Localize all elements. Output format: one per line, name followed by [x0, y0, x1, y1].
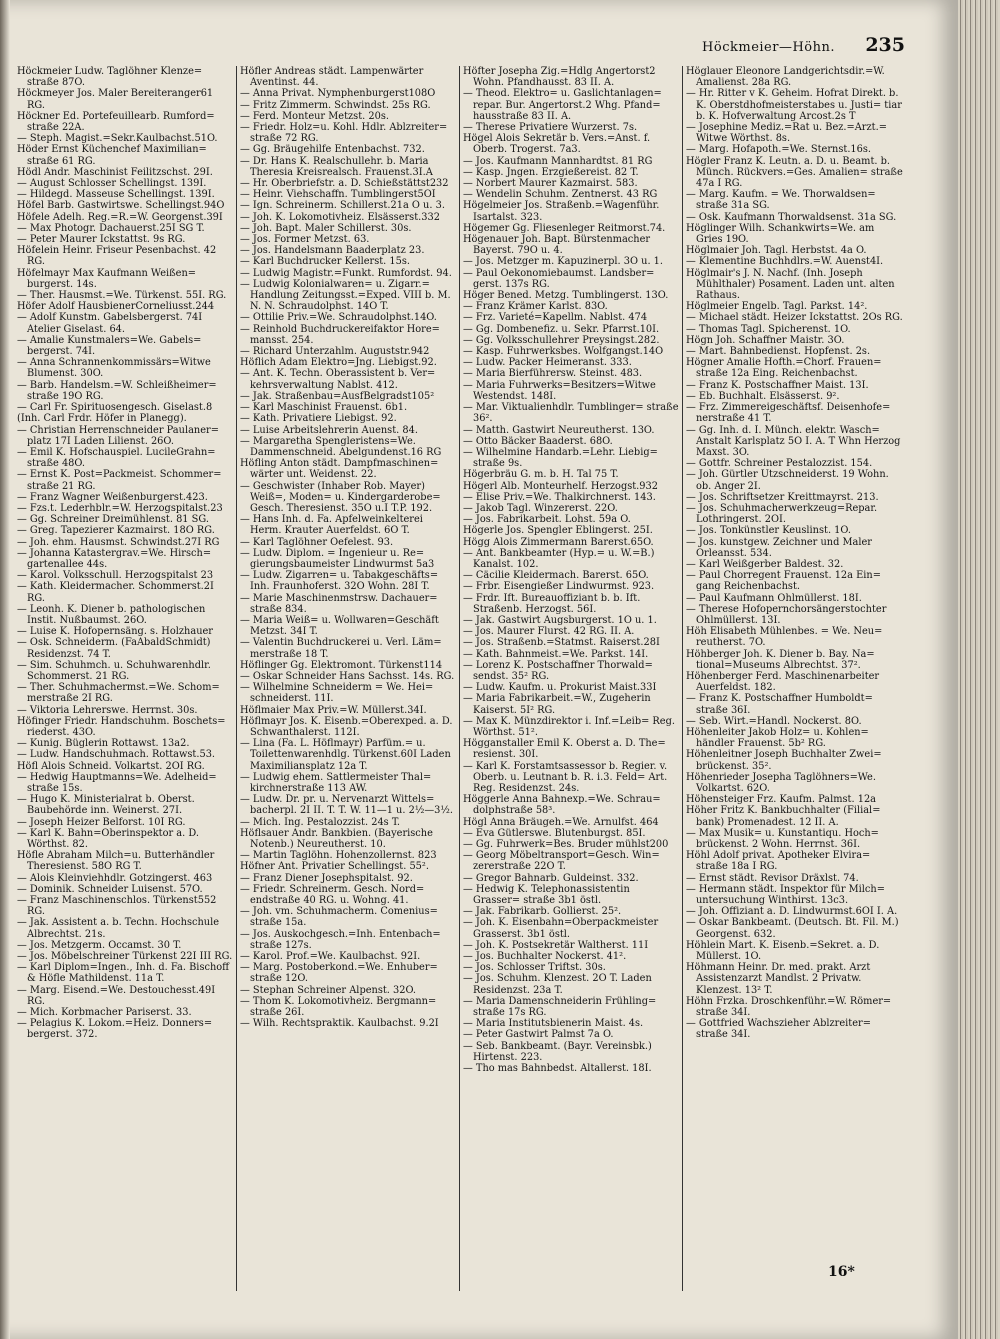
directory-entry: — Lorenz K. Postschaffner Thorwald= sendst. 35² RG.: [463, 659, 653, 682]
directory-entry: — Gottfried Wachszieher Ablzreiter= straße 34I.: [686, 1018, 871, 1041]
directory-entry: — Osk. Schneiderm. (FaAbaldSchmidt) Residenzst. 74 T.: [17, 637, 211, 660]
directory-entry: — Margaretha Spengleristens=We. Dammenschneid. Abelgundenst.16 RG: [240, 435, 442, 458]
directory-entry: — Amalie Kunstmalers=We. Gabels= bergerst. 74I.: [17, 334, 202, 358]
page-number: 235: [865, 34, 905, 56]
directory-entry: — Matth. Gastwirt Neureutherst. 13O.: [463, 424, 655, 436]
directory-columns: [14, 66, 907, 1291]
directory-entry: — Karol. Prof.=We. Kaulbachst. 92I.: [240, 951, 421, 963]
directory-entry: — Karl K. Forstamtsassessor b. Regier. v. Oberb. u. Leutnant b. R. i.3. Feld= Art. Reg. Residenzst. 24s.: [463, 760, 668, 794]
directory-entry: Högler Franz K. Leutn. a. D. u. Beamt. b. Münch. Rückvers.=Ges. Amalien= straße 47a I RG.: [686, 155, 903, 190]
directory-entry: — Valentin Buchdruckerei u. Verl. Läm= merstraße 18 T.: [240, 637, 442, 660]
directory-entry: Högerle Jos. Spengler Eblingerst. 25I.: [463, 525, 653, 537]
directory-entry: — Joseph Heizer Belforst. 10I RG.: [17, 816, 186, 828]
directory-entry: Höflmayr Jos. K. Eisenb.=Oberexped. a. D. Schwanthalerst. 112I.: [240, 715, 453, 738]
directory-entry: — Karl Buchdrucker Kellerst. 15s.: [240, 256, 410, 268]
directory-entry: — Wilhelmine Handarb.=Lehr. Liebig= straße 9s.: [463, 446, 658, 470]
directory-entry: — Jos. Kaufmann Mannhardtst. 81 RG: [463, 155, 653, 167]
directory-entry: — Max Photogr. Dachauerst.25I SG T.: [17, 222, 205, 234]
directory-entry: — Ign. Schreinerm. Schillerst.21a O u. 3.: [240, 200, 445, 212]
directory-entry: — Joh. vm. Schuhmacherm. Comenius= straße 15a.: [240, 906, 438, 929]
directory-entry: — Jos. Schriftsetzer Kreittmayrst. 213.: [686, 491, 879, 503]
directory-entry: — Hildegd. Masseuse Schellingst. 139I.: [17, 189, 215, 201]
directory-entry: — Josephine Mediz.=Rat u. Bez.=Arzt.= Witwe Wörthst. 8s.: [686, 122, 887, 145]
directory-entry: Högganstaller Emil K. Oberst a. D. The= resienst. 30I.: [463, 738, 666, 761]
directory-entry: Höfel Barb. Gastwirtswe. Schellingst.94O: [17, 200, 225, 212]
directory-entry: — Hans Inh. d. Fa. Apfelweinkelterei Herm. Krauter Auerfeldst. 6O T.: [240, 514, 423, 537]
directory-entry: Höggerle Anna Bahnexp.=We. Schrau= dolphstraße 58³.: [463, 794, 661, 817]
directory-entry: Hödl Andr. Maschinist Feilitzschst. 29I.: [17, 166, 213, 178]
directory-entry: — Emil K. Hofschauspiel. LucileGrahn= straße 48O.: [17, 446, 216, 470]
directory-entry: — Eva Gütlerswe. Blutenburgst. 85I.: [463, 827, 646, 839]
directory-entry: — Cäcilie Kleidermach. Barerst. 65O.: [463, 570, 649, 582]
directory-entry: — Gregor Bahnarb. Guldeinst. 332.: [463, 872, 639, 884]
directory-entry: — Kath. Kleidermacher. Schommerst.2I RG.: [17, 581, 214, 604]
directory-entry: — Hermann städt. Inspektor für Milch= untersuchung Winthirst. 13c3.: [686, 883, 885, 907]
directory-entry: — Pelagius K. Lokom.=Heiz. Donners= bergerst. 372.: [17, 1018, 213, 1041]
directory-entry: Höglinger Wilh. Schankwirts=We. am Gries 19O.: [686, 222, 875, 246]
directory-entry: — Dr. Hans K. Realschullehr. b. Maria Theresia Kreisrealsch. Frauenst.3I.A: [240, 155, 433, 178]
directory-entry: — Peter Gastwirt Palmst 7a O.: [463, 1029, 614, 1041]
directory-entry: Höhenrieder Josepha Taglöhners=We. Volkartst. 62O.: [686, 771, 876, 794]
directory-entry: — Jos. Straßenb.=Statmst. Raiserst.28I: [463, 637, 660, 649]
directory-entry: — Franz Wagner Weißenburgerst.423.: [17, 491, 208, 503]
directory-entry: — Kasp. Jngen. Erzgießereist. 82 T.: [463, 166, 639, 178]
directory-entry: — Jakob Tagl. Winzererst. 22O.: [463, 502, 618, 514]
directory-entry: — Marg. Eisend.=We. Destouchesst.49I RG.: [17, 984, 216, 1007]
directory-entry: — Greg. Tapezierer Kazmairst. 18O RG.: [17, 525, 215, 537]
directory-entry: — Gg. Inh. d. I. Münch. elektr. Wasch= Anstalt Karlsplatz 5O I. A. T Whn Herzog Maxst. 3O.: [686, 424, 901, 458]
directory-entry: — Jak. Fabrikarb. Gollierst. 25².: [463, 906, 622, 918]
directory-entry: — Fritz Zimmerm. Schwindst. 25s RG.: [240, 99, 431, 111]
directory-entry: — Paul Chorregent Frauenst. 12a Ein= gang Reichenbachst.: [686, 570, 881, 593]
directory-entry: — Mich. Korbmacher Pariserst. 33.: [17, 1007, 192, 1019]
directory-entry: — Kasp. Fuhrwerksbes. Wolfgangst.14O: [463, 346, 664, 358]
directory-entry: — Therese Hofopernchorsängerstochter Ohlmüllerst. 13I.: [686, 603, 887, 626]
signature-mark: 16*: [828, 1264, 855, 1280]
directory-entry: — Jos. Tonkünstler Keuslinst. 1O.: [686, 525, 851, 537]
directory-entry: Höfter Josepha Zig.=Hdlg Angertorst2 Wohn. Pfandhausst. 83 II. A.: [463, 66, 656, 89]
directory-entry: — Geschwister (Inhaber Rob. Mayer) Weiß=, Moden= u. Kindergarderobe= Gesch. Theresienst. 35O u.I T.P. 192.: [240, 480, 441, 514]
directory-entry: — Jos. Schuhm. Klenzest. 2O T. Laden Residenzst. 23a T.: [463, 973, 652, 996]
directory-entry: — Jos. Auskochgesch.=Inh. Entenbach= straße 127s.: [240, 928, 441, 951]
directory-entry: — Frz. Varieté=Kapellm. Nablst. 474: [463, 312, 648, 324]
directory-entry: — Thom K. Lokomotivheiz. Bergmann= straße 26I.: [240, 995, 437, 1019]
directory-entry: Höfelmayr Max Kaufmann Weißen= burgerst. 14s.: [17, 267, 196, 290]
directory-entry: Höhl Adolf privat. Apotheker Elvira= straße 18a I RG.: [686, 850, 871, 873]
directory-entry: — Joh. Bapt. Maler Schillerst. 30s.: [240, 222, 412, 234]
directory-entry: — Karl Maschinist Frauenst. 6b1.: [240, 402, 408, 414]
directory-entry: — Fzs.t. Lederhblr.=W. Herzogspitalst.23: [17, 502, 223, 514]
directory-entry: — Hedwig K. Telephonassistentin Grasser= straße 3b1 östl.: [463, 883, 630, 907]
directory-entry: — Jos. Fabrikarbeit. Lohst. 59a O.: [463, 514, 631, 526]
directory-entry: — Ernst K. Post=Packmeist. Schommer= straße 21 RG.: [17, 469, 222, 492]
directory-entry: Höfle Abraham Milch=u. Butterhändler Theresienst. 58O RG T.: [17, 850, 215, 873]
directory-entry: — Alois Kleinviehhdlr. Gotzingerst. 463: [17, 872, 213, 884]
directory-entry: — Reinhold Buchdruckereifaktor Hore= mansst. 254.: [240, 323, 440, 346]
directory-entry: — Klementine Buchhdlrs.=W. Auenst4I.: [686, 256, 884, 268]
directory-entry: Höfl Alois Schneid. Volkartst. 2OI RG.: [17, 760, 205, 772]
directory-entry: — Hedwig Hauptmanns=We. Adelheid= straße 15s.: [17, 771, 217, 794]
directory-entry: — Gg. Volksschullehrer Preysingst.282.: [463, 334, 660, 346]
directory-entry: Högner Amalie Hofth.=Chorf. Frauen= straße 12a Eing. Reichenbachst.: [686, 357, 882, 380]
directory-entry: Höhenleiter Jakob Holz= u. Kohlen= händler Frauenst. 5b² RG.: [686, 726, 869, 750]
directory-entry: — Wilh. Rechtspraktik. Kaulbachst. 9.2I: [240, 1018, 439, 1030]
directory-entry: — Ludw. Dr. pr. u. Nervenarzt Wittels= bacherpl. 2I II. T. T. W. 11—1 u. 2½—3½.: [240, 794, 453, 817]
directory-entry: — Gg. Dombenefiz. u. Sekr. Pfarrst.10I.: [463, 323, 660, 335]
directory-entry: — Maria Damenschneiderin Frühling= straße 17s RG.: [463, 995, 657, 1019]
directory-entry: — Ludwig ehem. Sattlermeister Thal= kirchnerstraße 113 AW.: [240, 771, 432, 794]
directory-entry: Höfner Ant. Privatier Schellingst. 55².: [240, 861, 429, 873]
directory-entry: — Anna Privat. Nymphenburgerst108O: [240, 88, 436, 100]
directory-entry: Höflich Adam Elektro=Jng. Liebigst.92.: [240, 357, 437, 369]
directory-entry: — Gottfr. Schreiner Pestalozzist. 154.: [686, 458, 873, 470]
directory-entry: — Viktoria Lehrerswe. Herrnst. 30s.: [17, 704, 198, 716]
directory-entry: — Anna Schrannenkommissärs=Witwe Blumenst. 30O.: [17, 357, 211, 380]
directory-entry: Höfele Adelh. Reg.=R.=W. Georgenst.39I: [17, 211, 223, 223]
directory-entry: Högelmeier Jos. Straßenb.=Wagenführ. Isartalst. 323.: [463, 200, 660, 223]
directory-entry: Höglauer Eleonore Landgerichtsdir.=W. Amalienst. 28a RG.: [686, 66, 885, 89]
directory-entry: Höhenberger Ferd. Maschinenarbeiter Auerfeldst. 182.: [686, 670, 880, 694]
directory-entry: — Jos. Möbelschreiner Türkenst 22I III RG.: [17, 951, 233, 963]
directory-entry: Höhmann Heinr. Dr. med. prakt. Arzt Assistenzarzt Mandlst. 2 Privatw. Klenzest. 13² T.: [686, 962, 871, 996]
directory-entry: — Seb. Wirt.=Handl. Nockerst. 8O.: [686, 715, 862, 727]
directory-entry: — Joh. K. Eisenbahn=Oberpackmeister Grasserst. 3b1 östl.: [463, 917, 659, 940]
directory-entry: Höflsauer Andr. Bankbien. (Bayerische Notenb.) Neureutherst. 10.: [240, 827, 433, 851]
directory-entry: — Maria Fabrikarbeit.=W., Zugeherin Kaiserst. 5I² RG.: [463, 693, 651, 716]
directory-entry: — Mart. Bahnbedienst. Hopfenst. 2s.: [686, 346, 871, 358]
directory-entry: — Jos. Maurer Flurst. 42 RG. II. A.: [463, 626, 635, 638]
directory-entry: — Johanna Katastergrav.=We. Hirsch= gartenallee 44s.: [17, 547, 212, 570]
directory-entry: — Ludwig Magistr.=Funkt. Rumfordst. 94.: [240, 267, 452, 279]
directory-entry: — Martin Taglöhn. Hohenzollernst. 823: [240, 850, 437, 862]
directory-entry: — Jos. Handelsmann Baaderplatz 23.: [240, 245, 425, 257]
directory-entry: — Jos. Metzgerm. Occamst. 30 T.: [17, 939, 182, 951]
directory-entry: — Jos. Schlosser Triftst. 30s.: [463, 962, 606, 974]
directory-entry: — Franz K. Postschaffner Maist. 13I.: [686, 379, 869, 391]
directory-entry: — Gg. Schreiner Dreimühlenst. 81 SG.: [17, 514, 209, 526]
directory-entry: — Kath. Bahnmeist.=We. Parkst. 14I.: [463, 648, 649, 660]
directory-entry: — Joh. Offiziant a. D. Lindwurmst.6OI I. A.: [686, 906, 898, 918]
directory-entry: — Mar. Viktualienhdlr. Tumblinger= straße 36².: [463, 402, 679, 425]
directory-entry: — Jos. kunstgew. Zeichner und Maler Orleansst. 534.: [686, 536, 872, 559]
directory-entry: Högg Alois Zimmermann Barerst.65O.: [463, 536, 654, 548]
directory-entry: — Dominik. Schneider Luisenst. 57O.: [17, 883, 203, 895]
directory-entry: — Wilhelmine Schneiderm = We. Hei= schneiderst. 11I.: [240, 682, 434, 705]
directory-entry: — Ernst städt. Revisor Dräxlst. 74.: [686, 872, 859, 884]
directory-entry: — Luise Arbeitslehrerin Auenst. 84.: [240, 424, 418, 436]
directory-entry: Höder Ernst Küchenchef Maximilian= straße 61 RG.: [17, 144, 207, 167]
directory-entry: — Marie Maschinenmstrsw. Dachauer= straße 834.: [240, 592, 438, 615]
directory-entry: Höfler Andreas städt. Lampenwärter Aventinst. 44.: [240, 66, 424, 89]
directory-entry: — Franz Krämer Karlst. 83O.: [463, 301, 608, 313]
directory-entry: — Jos. Former Metzst. 63.: [240, 234, 370, 246]
directory-entry: — Max K. Münzdirektor i. Inf.=Leib= Reg. Wörthst. 51².: [463, 715, 675, 738]
directory-entry: — Kath. Privatiere Liebigst. 92.: [240, 413, 397, 425]
directory-entry: — Franz K. Postschaffner Humboldt= straße 36I.: [686, 693, 873, 716]
directory-entry: — Elise Priv.=We. Thalkirchnerst. 143.: [463, 491, 656, 503]
directory-entry: — Frbr. Eisengießer Lindwurmst. 923.: [463, 581, 655, 593]
directory-entry: — Joh. K. Postsekretär Waltherst. 11I: [463, 939, 649, 951]
directory-entry: Höher Fritz K. Bankbuchhalter (Filial= bank) Promenadest. 12 II. A.: [686, 805, 881, 828]
column-1: [14, 66, 237, 1291]
directory-entry: — Mich. Ing. Pestalozzist. 24s T.: [240, 816, 401, 828]
directory-entry: — Ludwig Kolonialwaren= u. Zigarr.= Handlung Zeitungsst.=Exped. VIII b. M. N. N. Schraudolphst. 14O T.: [240, 278, 451, 313]
directory-entry: — Ludw. Kaufm. u. Prokurist Maist.33I: [463, 682, 657, 694]
directory-entry: — Joh. ehm. Hausmst. Schwindst.27I RG: [17, 536, 220, 548]
page-block-edge: [958, 0, 1000, 1339]
page-header: [0, 34, 905, 64]
directory-entry: — Therese Privatiere Wurzerst. 7s.: [463, 122, 638, 134]
directory-entry: Höglmaier Joh. Tagl. Herbstst. 4a O.: [686, 245, 867, 257]
directory-entry: — Leonh. K. Diener b. pathologischen Instit. Nußbaumst. 26O.: [17, 603, 206, 626]
directory-entry: — Friedr. Schreinerm. Gesch. Nord= endstraße 40 RG. u. Wohng. 41.: [240, 883, 425, 907]
directory-entry: — Karol. Volksschull. Herzogspitalst 23: [17, 570, 214, 582]
binding-gutter: [0, 0, 10, 1339]
directory-entry: — Jos. Metzger m. Kapuzinerpl. 3O u. 1.: [463, 256, 664, 268]
running-title: Höckmeier—Höhn.: [702, 40, 835, 55]
directory-entry: — Norbert Maurer Kazmairst. 583.: [463, 178, 638, 190]
directory-entry: — Georg Möbeltransport=Gesch. Win= zererstraße 22O T.: [463, 850, 660, 873]
directory-entry: — Luise K. Hofopernsäng. s. Holzhauer: [17, 626, 213, 638]
directory-entry: Höfelein Heinr. Friseur Pesenbachst. 42 RG.: [17, 245, 217, 268]
directory-entry: — Ant. Bankbeamter (Hyp.= u. W.=B.) Kanalst. 102.: [463, 547, 655, 570]
directory-entry: Högerl Alb. Monteurhelf. Herzogst.932: [463, 480, 658, 492]
directory-entry: (Inh. Carl Frdr. Höfer in Planegg).: [17, 413, 187, 425]
directory-entry: — Franz Diener Josephspitalst. 92.: [240, 872, 413, 884]
directory-entry: Höckmeier Ludw. Taglöhner Klenze= straße 87O.: [17, 66, 203, 89]
directory-entry: — Ottilie Priv.=We. Schraudolphst.14O.: [240, 312, 437, 324]
directory-entry: — Ther. Schuhmachermst.=We. Schom= merstraße 2I RG.: [17, 682, 220, 705]
directory-entry: — Theod. Elektro= u. Gaslichtanlagen= repar. Bur. Angertorst.2 Whg. Pfand= hausstraße 83 II. A.: [463, 88, 662, 122]
directory-entry: — Hr. Oberbriefstr. a. D. Schießstättst232: [240, 178, 449, 190]
directory-entry: Höflinger Gg. Elektromont. Türkenst114: [240, 659, 443, 671]
directory-entry: — Barb. Handelsm.=W. Schleißheimer= straße 19O RG.: [17, 379, 217, 402]
directory-entry: Höhberger Joh. K. Diener b. Bay. Na= tional=Museums Albrechtst. 37².: [686, 648, 875, 671]
directory-entry: — Eb. Buchhalt. Elsässerst. 9².: [686, 390, 840, 402]
column-3: [460, 66, 683, 1291]
directory-entry: Höhensteiger Frz. Kaufm. Palmst. 12a: [686, 794, 877, 806]
directory-entry: — Tho mas Bahnbedst. Altallerst. 18I.: [463, 1063, 652, 1075]
directory-entry: — Stephan Schreiner Alpenst. 32O.: [240, 984, 417, 996]
directory-entry: — Max Musik= u. Kunstantiqu. Hoch= brückenst. 2 Wohn. Herrnst. 36I.: [686, 827, 879, 851]
directory-entry: — Lina (Fa. L. Höflmayr) Parfüm.= u. Toilettenwarenhdlg. Türkenst.60I Laden Maximiliansplatz 12a T.: [240, 738, 451, 772]
directory-entry: Högel Alois Sekretär b. Vers.=Anst. f. Oberb. Trogerst. 7a3.: [463, 133, 651, 156]
directory-entry: Högl Anna Bräugeh.=We. Arnulfst. 464: [463, 816, 659, 828]
directory-entry: — Paul Oekonomiebaumst. Landsber= gerst. 137s RG.: [463, 267, 655, 290]
directory-entry: — Carl Fr. Spirituosengesch. Giselast.8: [17, 402, 213, 414]
directory-entry: Höfling Anton städt. Dampfmaschinen= wärter unt. Weidenst. 22.: [240, 458, 439, 481]
directory-entry: — Peter Maurer Ickstattst. 9s RG.: [17, 234, 186, 246]
directory-entry: — Ant. K. Techn. Oberassistent b. Ver= kehrsverwaltung Nablst. 412.: [240, 368, 436, 391]
directory-entry: — Thomas Tagl. Spicherenst. 1O.: [686, 323, 851, 335]
directory-entry: — Ferd. Monteur Metzst. 20s.: [240, 110, 389, 122]
directory-entry: — Karl K. Bahn=Oberinspektor a. D. Wörthst. 82.: [17, 827, 199, 851]
directory-entry: — Marg. Kaufm. = We. Thorwaldsen= straße 31a SG.: [686, 189, 876, 212]
directory-entry: Höhenleitner Joseph Buchhalter Zwei= brückenst. 35².: [686, 749, 882, 772]
directory-entry: — Christian Herrenschneider Paulaner= platz 17I Laden Lilienst. 26O.: [17, 424, 219, 447]
directory-entry: — Ther. Hausmst.=We. Türkenst. 55I. RG.: [17, 290, 227, 302]
directory-entry: — Steph. Magist.=Sekr.Kaulbachst.51O.: [17, 133, 218, 145]
directory-entry: — Wendelin Schuhm. Zentnerst. 43 RG: [463, 189, 658, 201]
directory-entry: — Paul Kaufmann Ohlmüllerst. 18I.: [686, 592, 862, 604]
directory-entry: — Maria Institutsbienerin Maist. 4s.: [463, 1018, 644, 1030]
directory-entry: — Joh. K. Lokomotivheiz. Elsässerst.332: [240, 211, 440, 223]
directory-entry: — Joh. Gürtler Utzschneiderst. 19 Wohn. ob. Anger 2I.: [686, 469, 889, 492]
directory-entry: Högenauer Joh. Bapt. Bürstenmacher Bayerst. 79O u. 4.: [463, 234, 651, 257]
directory-entry: — Karl Taglöhner Oefelest. 93.: [240, 536, 394, 548]
directory-entry: — Jak. Gastwirt Augsburgerst. 1O u. 1.: [463, 614, 657, 626]
directory-entry: — Kunig. Büglerin Rottawst. 13a2.: [17, 738, 190, 750]
directory-entry: — Jos. Buchhalter Nockerst. 41².: [463, 951, 627, 963]
directory-entry: — Gg. Bräugehilfe Entenbachst. 732.: [240, 144, 425, 156]
directory-entry: — Ludw. Handschuhmach. Rottawst.53.: [17, 749, 216, 761]
directory-entry: — Otto Bäcker Baaderst. 68O.: [463, 435, 613, 447]
directory-entry: Högemer Gg. Fliesenleger Reitmorst.74.: [463, 222, 666, 234]
directory-entry: — August Schlosser Schellingst. 139I.: [17, 178, 207, 190]
directory-entry: — Osk. Kaufmann Thorwaldsenst. 31a SG.: [686, 211, 897, 223]
directory-entry: Höckmeyer Jos. Maler Bereiteranger61 RG.: [17, 88, 214, 111]
directory-entry: — Michael städt. Heizer Ickstattst. 2Os RG.: [686, 312, 903, 324]
directory-entry: Höglmair's J. N. Nachf. (Inh. Joseph Mühlthaler) Posament. Laden unt. alten Rathaus.: [686, 267, 895, 302]
directory-entry: — Jak. Assistent a. b. Techn. Hochschule Albrechtst. 21s.: [17, 917, 220, 940]
directory-entry: Höger Bened. Metzg. Tumblingerst. 13O.: [463, 290, 669, 302]
directory-entry: — Seb. Bankbeamt. (Bayr. Vereinsbk.) Hirtenst. 223.: [463, 1040, 652, 1063]
directory-entry: Höh Elisabeth Mühlenbes. = We. Neu= reutherst. 7O.: [686, 626, 883, 649]
column-4: [683, 66, 906, 1291]
directory-entry: Höflmaier Max Priv.=W. Müllerst.34I.: [240, 704, 427, 716]
directory-entry: — Maria Weiß= u. Wollwaren=Geschäft Metzst. 34I T.: [240, 614, 439, 638]
directory-entry: — Oskar Bankbeamt. (Deutsch. Bt. Fil. M.) Georgenst. 632.: [686, 917, 899, 940]
directory-entry: — Karl Diplom=Ingen., Inh. d. Fa. Bischoff & Höfle Mathildenst. 11a T.: [17, 962, 230, 985]
column-2: [237, 66, 460, 1291]
directory-entry: Höhlein Mart. K. Eisenb.=Sekret. a. D. Müllerst. 1O.: [686, 939, 880, 963]
directory-entry: Högerbräu G. m. b. H. Tal 75 T.: [463, 469, 619, 481]
directory-entry: Höhn Frzka. Droschkenführ.=W. Römer= straße 34I.: [686, 995, 892, 1019]
directory-entry: — Franz Maschinenschlos. Türkenst552 RG.: [17, 895, 217, 918]
directory-entry: — Oskar Schneider Hans Sachsst. 14s. RG.: [240, 670, 455, 682]
directory-entry: — Richard Unterzahlm. Auguststr.942: [240, 346, 430, 358]
directory-entry: — Jos. Schuhmacherwerkzeug=Repar. Lothringerst. 2OI.: [686, 502, 878, 526]
directory-entry: — Frdr. Ift. Bureauoffiziant b. b. Ift. Straßenb. Herzogst. 56I.: [463, 592, 641, 615]
directory-entry: Höckner Ed. Portefeuillearb. Rumford= straße 22A.: [17, 110, 215, 134]
directory-entry: — Marg. Hofapoth.=We. Sternst.16s.: [686, 144, 872, 156]
directory-entry: — Hugo K. Ministerialrat b. Oberst. Baubehörde inn. Weinerst. 27I.: [17, 794, 195, 817]
directory-entry: — Frz. Zimmereigeschäftsf. Deisenhofe= nerstraße 41 T.: [686, 402, 891, 425]
directory-entry: — Friedr. Holz=u. Kohl. Hdlr. Ablzreiter= straße 72 RG.: [240, 122, 448, 145]
directory-entry: Höglmeier Engelb. Tagl. Parkst. 14².: [686, 301, 868, 313]
directory-entry: — Ludw. Zigarren= u. Tabakgeschäfts= Inh. Fraunhoferst. 32O Wohn. 28I T.: [240, 570, 439, 593]
directory-entry: — Ludw. Packer Heimeranst. 333.: [463, 357, 632, 369]
directory-entry: — Karl Weißgerber Baldest. 32.: [686, 558, 844, 570]
directory-entry: — Heinr. Viehschaffn. Tumblingerst5OI: [240, 189, 436, 201]
directory-entry: Högn Joh. Schaffner Maistr. 3O.: [686, 334, 845, 346]
directory-entry: — Ludw. Diplom. = Ingenieur u. Re= gierungsbaumeister Lindwurmst 5a3: [240, 547, 435, 570]
directory-entry: — Jak. Straßenbau=AusfBelgradst105²: [240, 390, 435, 402]
directory-entry: — Maria Bierführersw. Steinst. 483.: [463, 368, 643, 380]
directory-entry: — Gg. Fuhrwerk=Bes. Bruder mühlst200: [463, 839, 669, 851]
directory-entry: — Adolf Kunstm. Gabelsbergerst. 74I Atelier Giselast. 64.: [17, 312, 203, 335]
directory-entry: Höfer Adolf HausbienerCorneliusst.244: [17, 301, 215, 313]
directory-entry: — Sim. Schuhmch. u. Schuhwarenhdlr. Schommerst. 21 RG.: [17, 659, 211, 682]
directory-entry: Höfinger Friedr. Handschuhm. Boschets= riederst. 43O.: [17, 715, 226, 738]
directory-entry: — Maria Fuhrwerks=Besitzers=Witwe Westendst. 148I.: [463, 379, 656, 402]
directory-entry: — Marg. Postoberkond.=We. Enhuber= straße 12O.: [240, 962, 438, 985]
directory-entry: — Hr. Ritter v K. Geheim. Hofrat Direkt. b. K. Oberstdhofmeisterstabes u. Justi= tiar b. K. Hofverwaltung Arcost.2s T: [686, 88, 902, 122]
